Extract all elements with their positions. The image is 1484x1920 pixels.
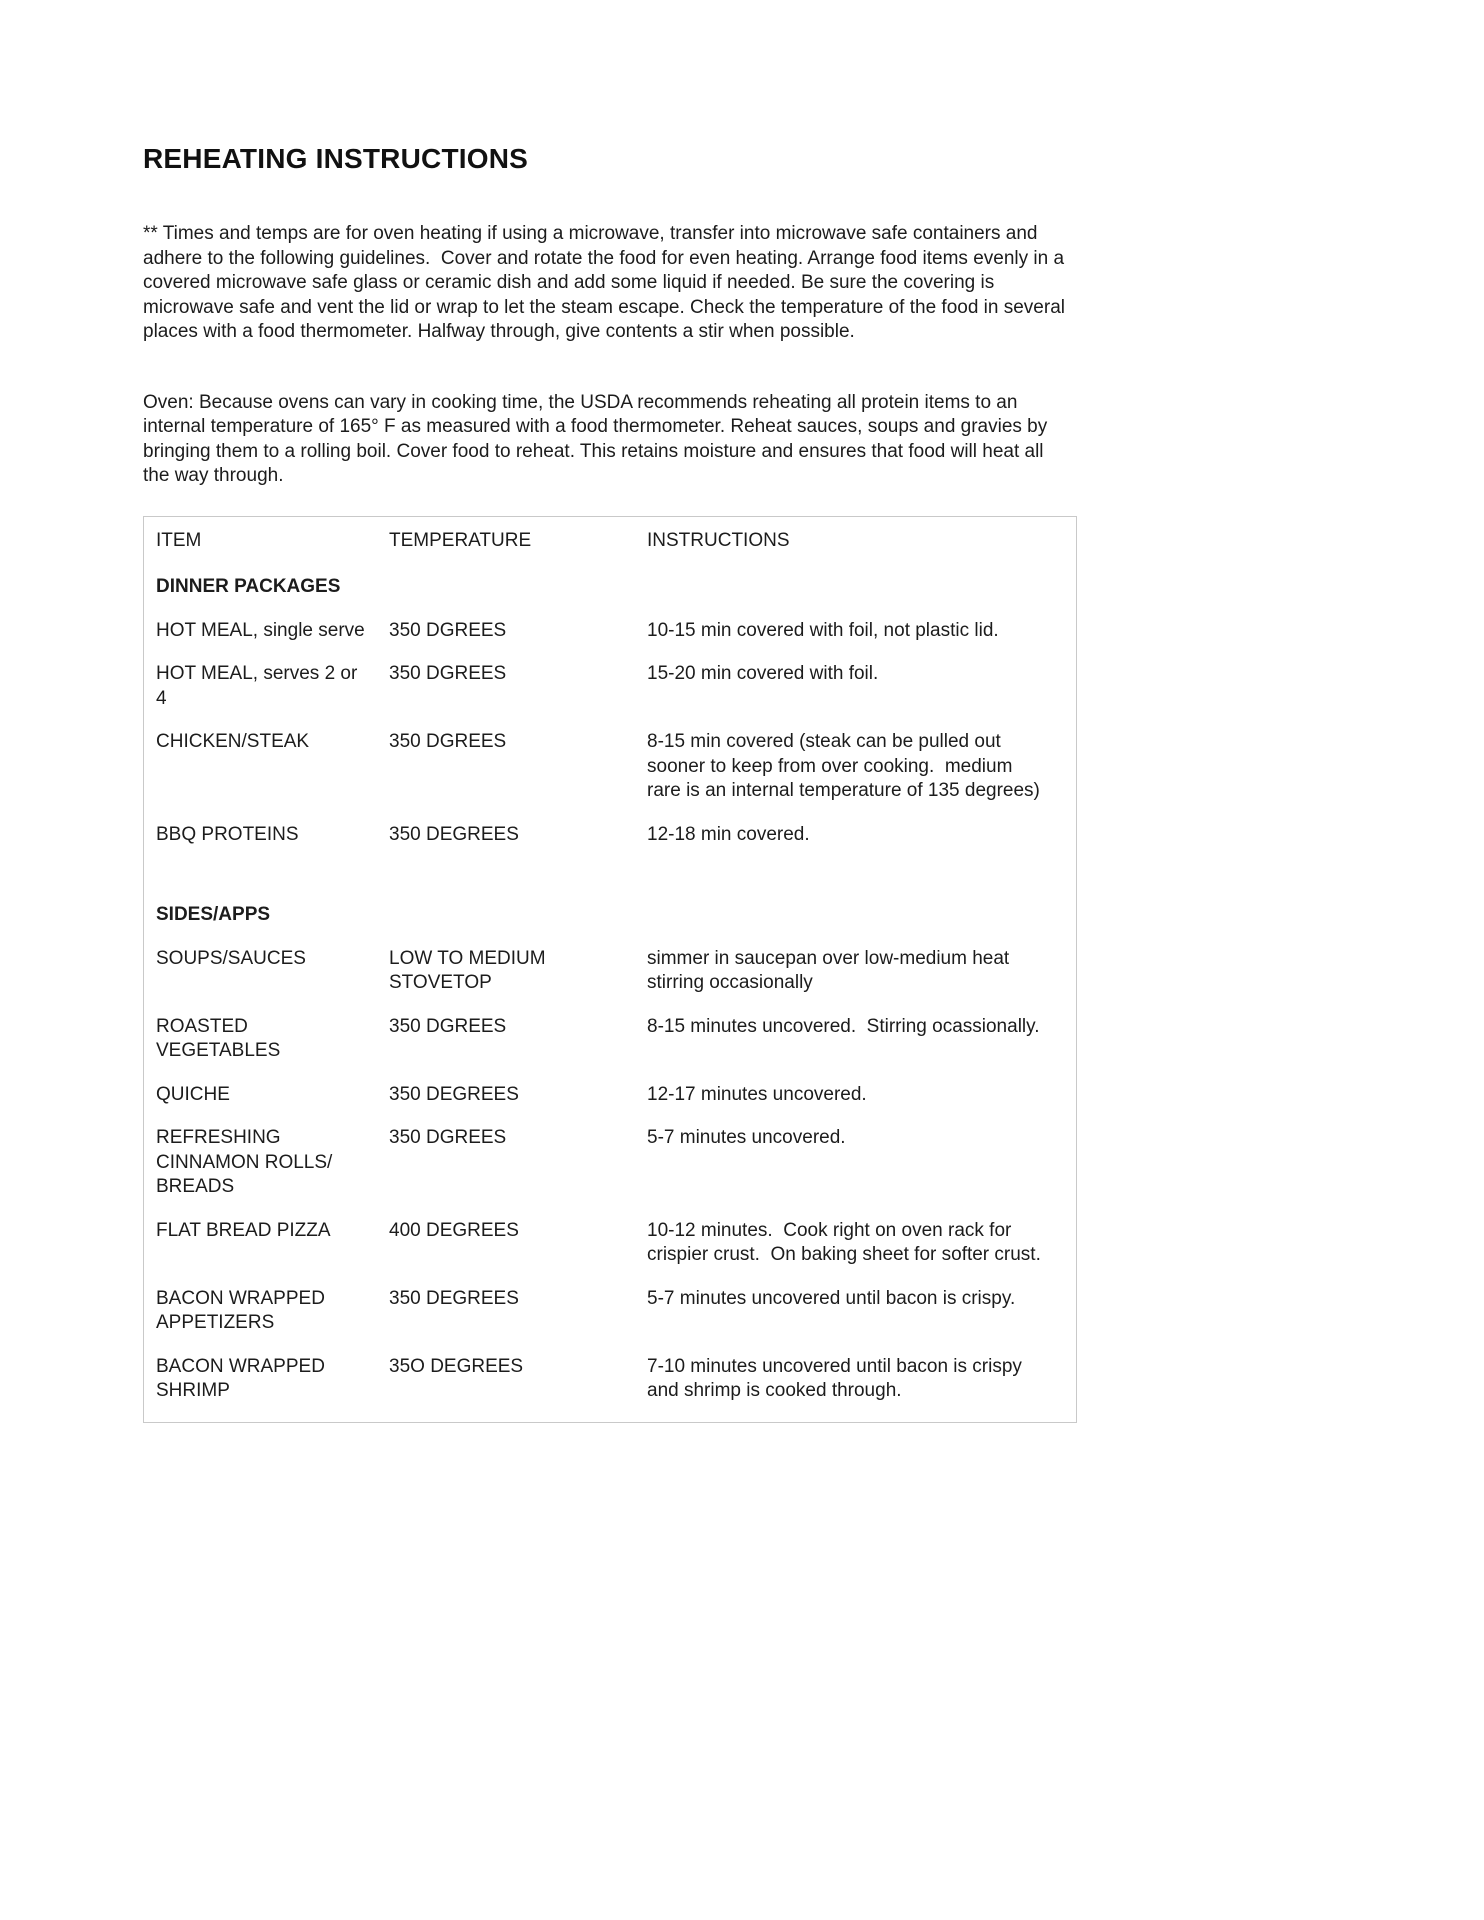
instructions-cell: 12-17 minutes uncovered. (647, 1083, 867, 1105)
item-cell: ROASTED VEGETABLES (156, 1015, 281, 1061)
instructions-cell: 8-15 min covered (steak can be pulled out sooner to keep from over cooking. medium rare is an internal temperature of 135 degrees) (647, 731, 1040, 801)
temperature-cell: 350 DGREES (389, 731, 507, 752)
item-cell: BACON WRAPPED APPETIZERS (156, 1287, 330, 1333)
instructions-cell: 7-10 minutes uncovered until bacon is crispy and shrimp is cooked through. (647, 1355, 1028, 1401)
temperature-cell: 400 DEGREES (389, 1219, 519, 1241)
temperature-cell: 350 DEGREES (389, 1083, 519, 1105)
instructions-cell: 5-7 minutes uncovered until bacon is crispy. (647, 1287, 1016, 1309)
instructions-cell: 8-15 minutes uncovered. Stirring ocassionally. (647, 1015, 1040, 1037)
temperature-cell: 350 DGREES (389, 619, 507, 641)
instructions-column-header: INSTRUCTIONS (647, 529, 790, 551)
item-cell: REFRESHING CINNAMON ROLLS/ BREADS (156, 1127, 338, 1197)
table-row (156, 619, 1064, 644)
item-cell: CHICKEN/STEAK (156, 731, 310, 752)
item-cell: SOUPS/SAUCES (156, 947, 306, 969)
table-row (156, 947, 1064, 996)
temperature-cell: 350 DGREES (389, 1127, 507, 1148)
table-header-row (156, 529, 1064, 554)
item-cell: FLAT BREAD PIZZA (156, 1219, 331, 1241)
reheating-table (143, 516, 1077, 1423)
table-section-title: SIDES/APPS (156, 904, 271, 925)
table-row (156, 730, 1064, 804)
table-row (156, 1219, 1064, 1268)
item-cell: HOT MEAL, single serve (156, 619, 365, 641)
instructions-cell: 10-12 minutes. Cook right on oven rack for crispier crust. On baking sheet for softer crust. (647, 1219, 1041, 1265)
oven-guidelines-paragraph: Oven: Because ovens can vary in cooking time, the USDA recommends reheating all protein items to an internal temperature of 165° F as measured with a food thermometer. Reheat sauces, soups and gravies by bringing them to a rolling boil. Cover food to reheat. This retains moisture and ensures that food will heat all the way through. (143, 391, 1053, 486)
temperature-cell: 350 DGREES (389, 663, 507, 684)
instructions-cell: 10-15 min covered with foil, not plastic lid. (647, 619, 999, 641)
item-column-header: ITEM (156, 529, 202, 551)
temperature-cell: 35O DEGREES (389, 1355, 524, 1377)
item-cell: BACON WRAPPED SHRIMP (156, 1355, 331, 1401)
temperature-cell: LOW TO MEDIUM STOVETOP (389, 947, 551, 993)
temperature-cell: 350 DEGREES (389, 1287, 519, 1309)
table-section-title: DINNER PACKAGES (156, 576, 341, 597)
table-row (156, 1355, 1064, 1404)
microwave-guidelines-paragraph: ** Times and temps are for oven heating if using a microwave, transfer into microwave safe containers and adhere to the following guidelines. Cover and rotate the food for even heating. Arrange food items evenly in a covered microwave safe glass or ceramic dish and add some liquid if needed. Be sure the covering is microwave safe and vent the lid or wrap to let the steam escape. Check the temperature of the food in several places with a food thermometer. Halfway through, give contents a stir when possible. (143, 223, 1071, 342)
table-row (156, 1287, 1064, 1336)
instructions-cell: 15-20 min covered with foil. (647, 663, 879, 684)
instructions-cell: 12-18 min covered. (647, 823, 810, 845)
table-row (156, 1083, 1064, 1108)
table-row (156, 823, 1064, 848)
table-row (156, 1126, 1064, 1200)
item-cell: BBQ PROTEINS (156, 823, 299, 845)
temperature-cell: 350 DEGREES (389, 823, 519, 845)
temperature-column-header: TEMPERATURE (389, 529, 532, 551)
instructions-cell: simmer in saucepan over low-medium heat stirring occasionally (647, 947, 1015, 993)
item-cell: HOT MEAL, serves 2 or 4 (156, 663, 363, 709)
temperature-cell: 350 DGREES (389, 1015, 507, 1037)
table-row (156, 1015, 1064, 1064)
instructions-cell: 5-7 minutes uncovered. (647, 1127, 846, 1148)
item-cell: QUICHE (156, 1083, 230, 1105)
table-row (156, 662, 1064, 711)
page-title: REHEATING INSTRUCTIONS (143, 143, 528, 174)
